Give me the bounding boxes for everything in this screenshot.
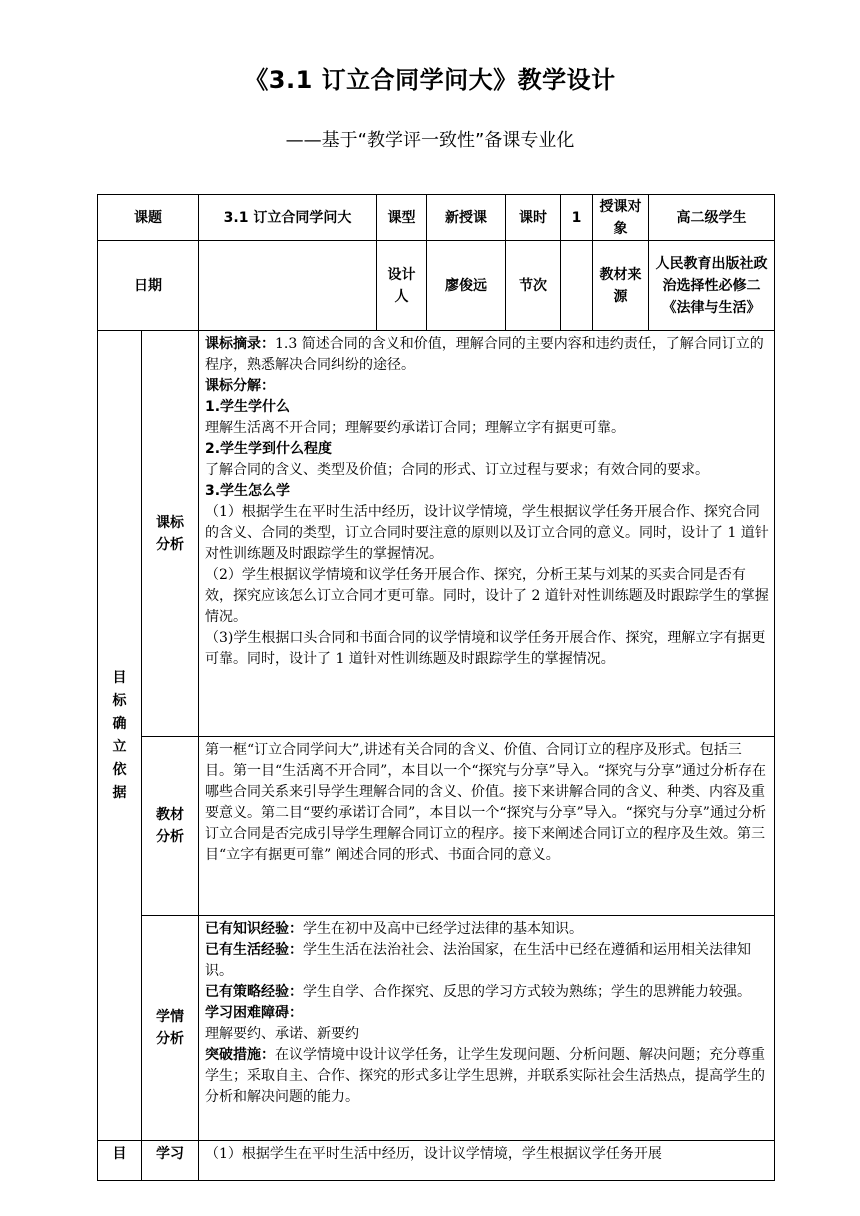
type-label: 课型	[377, 195, 427, 241]
textbook-label	[142, 737, 199, 916]
learner-content	[199, 916, 775, 1141]
learner-label	[142, 916, 199, 1141]
learning-row	[98, 1141, 775, 1181]
hours-label: 课时	[506, 195, 561, 241]
k5-text: 在议学情境中设计议学任务，让学生发现问题、分析问题、解决问题；充分尊重学生；采取自主、合作、探究的形式多让学生思辨，并联系实际社会生活热点，提高学生的分析和解决问题的能力。	[205, 1047, 765, 1105]
excerpt-text: 1.3 简述合同的含义和价值，理解合同的主要内容和违约责任，了解合同订立的程序，熟悉解决合同纠纷的途径。	[205, 336, 764, 373]
k3-key: 已有策略经验：	[205, 984, 303, 1000]
textbook-text: 第一框“订立合同学问大”,讲述有关合同的含义、价值、合同订立的程序及形式。包括三目。第一目“生活离不开合同”，本目以一个“探究与分享”导入。“探究与分享”通过分析存在哪些合同关系来引导学生理解合同的含义、价值。接下来讲解合同的含义、种类、内容及重要意义。第二目“要约承诺订合同”，本目以一个“探究与分享”导入。“探究与分享”通过分析订立合同是否完成引导学生理解合同订立的程序。接下来阐述合同订立的程序及生效。第三目“立字有据更可靠” 阐述合同的形式、书面合同的意义。	[205, 742, 766, 863]
learner-row	[98, 916, 775, 1141]
excerpt-key: 课标摘录：	[205, 336, 275, 352]
header-row	[98, 195, 775, 241]
textbook-row	[98, 737, 775, 916]
learning-text: （1）根据学生在平时生活中经历，设计议学情境，学生根据议学任务开展	[205, 1146, 662, 1162]
k3-text: 学生自学、合作探究、反思的学习方式较为熟练；学生的思辨能力较强。	[303, 984, 751, 1000]
date-row	[98, 241, 775, 331]
q1-text: 理解生活离不开合同；理解要约承诺订合同；理解立字有据更可靠。	[205, 420, 625, 436]
date-label: 日期	[98, 241, 199, 331]
session-value	[561, 241, 593, 331]
k1-key: 已有知识经验：	[205, 921, 303, 937]
q3-paragraph-1: （1）根据学生在平时生活中经历，设计议学情境，学生根据议学任务开展合作、探究合同的含义、合同的类型，订立合同时要注意的原则以及订立合同的意义。同时，设计了 1 道针对性训练题及时跟踪学生的掌握情况。	[205, 504, 769, 562]
hours-value: 1	[561, 195, 593, 241]
document-title: 《3.1 订立合同学问大》教学设计	[244, 66, 616, 94]
learning-content	[199, 1141, 775, 1181]
k4-key: 学习困难障碍：	[205, 1005, 303, 1021]
audience-value: 高二级学生	[649, 195, 775, 241]
date-value	[199, 241, 377, 331]
k2-text: 学生生活在法治社会、法治国家，在生活中已经在遵循和运用相关法律知识。	[205, 942, 751, 979]
section-label	[98, 331, 142, 1141]
section2-label: 目	[98, 1141, 142, 1181]
document-subtitle: ——基于“教学评一致性”备课专业化	[285, 130, 575, 151]
k4-text: 理解要约、承诺、新要约	[205, 1026, 359, 1042]
source-value: 人民教育出版社政治选择性必修二《法律与生活》	[649, 241, 775, 331]
curriculum-content	[199, 331, 775, 737]
source-label: 教材来源	[593, 241, 649, 331]
section-label-text: 目标确立依据	[112, 669, 127, 801]
designer-value: 廖俊远	[427, 241, 506, 331]
learning-label: 学习	[142, 1141, 199, 1181]
textbook-content	[199, 737, 775, 916]
q2-text: 了解合同的含义、类型及价值；合同的形式、订立过程与要求；有效合同的要求。	[205, 462, 709, 478]
k5-key: 突破措施：	[205, 1047, 275, 1063]
q3-key: 3.学生怎么学	[205, 483, 291, 499]
k1-text: 学生在初中及高中已经学过法律的基本知识。	[303, 921, 583, 937]
q3-paragraph-2: （2）学生根据议学情境和议学任务开展合作、探究，分析王某与刘某的买卖合同是否有效，探究应该怎么订立合同才更可靠。同时，设计了 2 道针对性训练题及时跟踪学生的掌握情况。	[205, 567, 769, 625]
topic-label: 课题	[98, 195, 199, 241]
curriculum-row	[98, 331, 775, 737]
learner-label-text: 学情分析	[156, 1009, 184, 1047]
session-label: 节次	[506, 241, 561, 331]
q1-key: 1.学生学什么	[205, 399, 291, 415]
q2-key: 2.学生学到什么程度	[205, 441, 333, 457]
k2-key: 已有生活经验：	[205, 942, 303, 958]
curriculum-label-text: 课标分析	[156, 514, 184, 553]
breakdown-key: 课标分解：	[205, 378, 275, 394]
q3-paragraph-3: （3)学生根据口头合同和书面合同的议学情境和议学任务开展合作、探究，理解立字有据更可靠。同时，设计了 1 道针对性训练题及时跟踪学生的掌握情况。	[205, 630, 766, 667]
curriculum-label	[142, 331, 199, 737]
topic-value: 3.1 订立合同学问大	[199, 195, 377, 241]
designer-label: 设计人	[377, 241, 427, 331]
textbook-label-text: 教材分析	[156, 807, 184, 845]
type-value: 新授课	[427, 195, 506, 241]
audience-label: 授课对象	[593, 195, 649, 241]
lesson-design-table	[97, 194, 775, 1181]
